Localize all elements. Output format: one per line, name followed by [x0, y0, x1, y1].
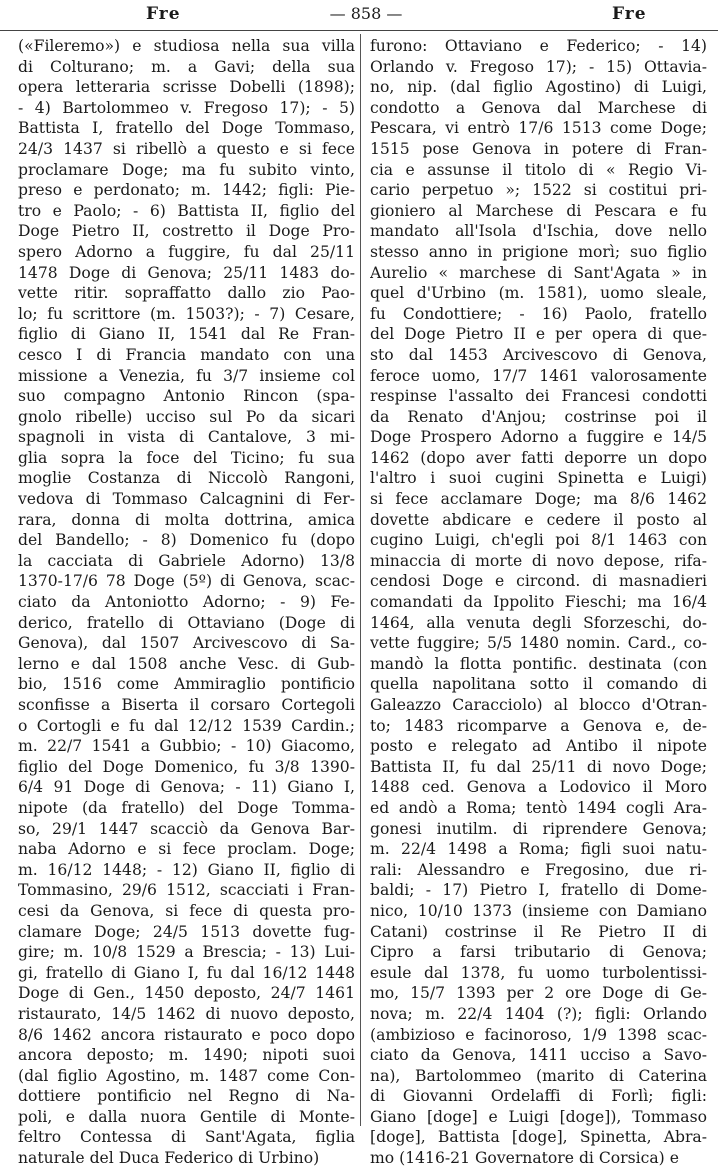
text-line: clamare Doge; 24/5 1513 dovette fug-	[18, 922, 355, 941]
text-line: m. 22/7 1541 a Gubbio; - 10) Giacomo,	[18, 737, 355, 756]
text-line: mo (1416-21 Governatore di Corsica) e	[370, 1149, 679, 1168]
text-line: (ambizioso e facinoroso, 1/9 1398 scac-	[370, 1025, 707, 1044]
text-line: figlio del Doge Domenico, fu 3/8 1390-	[18, 757, 355, 776]
text-line: rara, donna di molta dottrina, amica	[18, 510, 355, 529]
text-line: spero Adorno a fuggire, fu dal 25/11	[18, 242, 355, 261]
text-line: baldi; - 17) Pietro I, fratello di Dome-	[370, 881, 707, 900]
text-line: Catani) costrinse il Re Pietro II di	[370, 922, 707, 941]
text-line: 8/6 1462 ancora ristaurato e poco dopo	[18, 1025, 355, 1044]
text-line: [doge], Battista [doge], Spinetta, Abra-	[370, 1128, 707, 1147]
text-line: gonesi inutilm. di riprendere Genova;	[370, 819, 707, 838]
text-line: vedova di Tommaso Calcagnini di Fer-	[18, 490, 355, 509]
text-line: Doge di Gen., 1450 deposto, 24/7 1461	[18, 984, 355, 1003]
text-line: di Giovanni Ordelaffi di Forlì; figli:	[370, 1087, 707, 1106]
text-line: del Bandello; - 8) Domenico fu (dopo	[18, 531, 355, 550]
left-column	[18, 36, 355, 1169]
text-line: quel d'Urbino (m. 1581), uomo sleale,	[370, 284, 707, 303]
text-line: nova; m. 22/4 1404 (?); figli: Orlando	[370, 1004, 707, 1023]
text-line: ancora deposto; m. 1490; nipoti suoi	[18, 1046, 355, 1065]
column-divider	[360, 34, 361, 1126]
text-line: rali: Alessandro e Fregosino, due ri-	[370, 860, 707, 879]
text-line: missione a Venezia, fu 3/7 insieme col	[18, 366, 355, 385]
text-line: 6/4 91 Doge di Genova; - 11) Giano I,	[18, 778, 355, 797]
text-line: Giano [doge] e Luigi [doge]), Tommaso	[370, 1107, 707, 1126]
text-line: quella napolitana sotto il comando di	[370, 675, 707, 694]
text-line: dottiere pontificio nel Regno di Na-	[18, 1087, 355, 1106]
text-line: to; 1483 ricomparve a Genova e, de-	[370, 716, 707, 735]
text-line: bio, 1516 come Ammiraglio pontificio	[18, 675, 355, 694]
text-line: cia e assunse il titolo di « Regio Vi-	[370, 160, 707, 179]
text-line: nipote (da fratello) del Doge Tomma-	[18, 798, 355, 817]
page-header	[0, 0, 718, 31]
text-line: posto e relegato ad Antibo il nipote	[370, 737, 707, 756]
text-line: dovette abdicare e cedere il posto al	[370, 510, 707, 529]
text-line: minaccia di morte di novo depose, rifa-	[370, 551, 707, 570]
right-running-head: Fre	[612, 4, 647, 24]
text-line: naturale del Duca Federico di Urbino)	[18, 1149, 320, 1168]
text-line: 1464, alla venuta degli Sforzeschi, do-	[370, 613, 707, 632]
text-line: suo compagno Antonio Rincon (spa-	[18, 387, 355, 406]
text-line: cario perpetuo »; 1522 si costitui pri-	[370, 181, 707, 200]
text-line: di Colturano; m. a Gavi; della sua	[18, 57, 355, 76]
text-line: proclamare Doge; ma fu subito vinto,	[18, 160, 355, 179]
text-line: comandati da Ippolito Fieschi; ma 16/4	[370, 593, 707, 612]
text-line: tro e Paolo; - 6) Battista II, figlio del	[18, 201, 355, 220]
text-line: stesso anno in prigione morì; suo figlio	[370, 242, 707, 261]
text-line: vette ritir. sopraffatto dallo zio Pao-	[18, 284, 355, 303]
text-line: m. 16/12 1448; - 12) Giano II, figlio di	[18, 860, 355, 879]
text-line: derico, fratello di Ottaviano (Doge di	[18, 613, 355, 632]
text-line: la cacciata di Gabriele Adorno) 13/8	[18, 551, 355, 570]
text-line: lo; fu scrittore (m. 1503?); - 7) Cesare,	[18, 304, 355, 323]
text-line: condotto a Genova dal Marchese di	[370, 98, 707, 117]
text-line: - 4) Bartolommeo v. Fregoso 17); - 5)	[18, 98, 355, 117]
text-line: moglie Costanza di Niccolò Rangoni,	[18, 469, 355, 488]
text-line: feroce uomo, 17/7 1461 valorosamente	[370, 366, 707, 385]
text-line: sconfisse a Biserta il corsaro Cortegoli	[18, 696, 355, 714]
text-line: l'altro i suoi cugini Spinetta e Luigi)	[370, 469, 707, 488]
text-line: Genova), dal 1507 Arcivescovo di Sa-	[18, 634, 355, 653]
text-line: esule dal 1378, fu uomo turbolentissi-	[370, 963, 707, 982]
text-line: mo, 15/7 1393 per 2 ore Doge di Ge-	[370, 984, 707, 1003]
text-line: fu Condottiere; - 16) Paolo, fratello	[370, 304, 707, 323]
text-line: cesco I di Francia mandato con una	[18, 345, 355, 364]
text-line: Galeazzo Caracciolo) al blocco d'Otran-	[370, 696, 707, 714]
text-line: no, nip. (dal figlio Agostino) di Luigi,	[370, 78, 707, 97]
text-line: Aurelio « marchese di Sant'Agata » in	[370, 263, 707, 282]
text-line: ciato da Genova, 1411 ucciso a Savo-	[370, 1046, 707, 1065]
text-line: so, 29/1 1447 scacciò da Genova Bar-	[18, 819, 355, 838]
text-line: 1462 (dopo aver fatti deporre un dopo	[370, 448, 707, 467]
text-line: Orlando v. Fregoso 17); - 15) Ottavia-	[370, 57, 707, 76]
text-line: gioniero al Marchese di Pescara e fu	[370, 201, 707, 220]
text-line: glia sopra la foce del Ticino; fu sua	[18, 448, 355, 467]
text-line: Tommasino, 29/6 1512, scacciati i Fran-	[18, 881, 355, 900]
right-column	[370, 36, 707, 1169]
text-line: Battista II, fu dal 25/11 di novo Doge;	[370, 757, 707, 776]
text-line: Battista I, fratello del Doge Tommaso,	[18, 119, 355, 138]
text-line: gnolo ribelle) ucciso sul Po da sicari	[18, 407, 355, 426]
text-line: respinse l'assalto dei Francesi condotti	[370, 387, 707, 406]
text-line: 24/3 1437 si ribellò a questo e si fece	[18, 139, 355, 158]
text-line: mandò la flotta pontific. destinata (con	[370, 654, 707, 673]
text-line: furono: Ottaviano e Federico; - 14)	[370, 37, 707, 55]
text-line: cugino Luigi, ch'egli poi 8/1 1463 con	[370, 531, 707, 550]
text-line: gi, fratello di Giano I, fu dal 16/12 1448	[18, 963, 355, 982]
text-line: ed andò a Roma; tentò 1494 cogli Ara-	[370, 798, 707, 817]
text-line: na), Bartolommeo (marito di Caterina	[370, 1066, 707, 1085]
text-line: cesi da Genova, si fece di questa pro-	[18, 901, 355, 920]
text-line: feltro Contessa di Sant'Agata, figlia	[18, 1128, 355, 1147]
text-line: naba Adorno e si fece proclam. Doge;	[18, 840, 355, 859]
text-line: Pescara, vi entrò 17/6 1513 come Doge;	[370, 119, 707, 138]
text-line: ristaurato, 14/5 1462 di nuovo deposto,	[18, 1004, 355, 1023]
text-line: gire; m. 10/8 1529 a Brescia; - 13) Lui-	[18, 943, 355, 962]
text-line: m. 22/4 1498 a Roma; figli suoi natu-	[370, 840, 707, 859]
text-line: da Renato d'Anjou; costrinse poi il	[370, 407, 707, 426]
text-line: si fece acclamare Doge; ma 8/6 1462	[370, 490, 707, 509]
text-line: spagnoli in vista di Cantalove, 3 mi-	[18, 428, 355, 447]
text-line: 1515 pose Genova in potere di Fran-	[370, 139, 707, 158]
text-line: preso e perdonato; m. 1442; figli: Pie-	[18, 181, 355, 200]
left-running-head: Fre	[146, 4, 181, 24]
text-line: lerno e dal 1508 anche Vesc. di Gub-	[18, 654, 355, 673]
text-line: («Fileremo») e studiosa nella sua villa	[18, 37, 355, 55]
text-line: ciato da Antoniotto Adorno; - 9) Fe-	[18, 593, 355, 612]
text-line: nico, 10/10 1373 (insieme con Damiano	[370, 901, 707, 920]
text-line: 1478 Doge di Genova; 25/11 1483 do-	[18, 263, 355, 282]
text-line: cendosi Doge e circond. di masnadieri	[370, 572, 707, 591]
text-line: o Cortogli e fu dal 12/12 1539 Cardin.;	[18, 716, 355, 735]
text-line: 1370-17/6 78 Doge (5º) di Genova, scac-	[18, 572, 355, 591]
text-line: Cipro a farsi tributario di Genova;	[370, 943, 707, 962]
text-line: Doge Pietro II, costretto il Doge Pro-	[18, 222, 355, 241]
text-line: figlio di Giano II, 1541 dal Re Fran-	[18, 325, 355, 344]
text-line: vette fuggire; 5/5 1480 nomin. Card., co-	[370, 634, 707, 653]
text-line: 1488 ced. Genova a Lodovico il Moro	[370, 778, 707, 797]
text-line: poli, e dalla nuora Gentile di Monte-	[18, 1107, 355, 1126]
text-line: del Doge Pietro II e per opera di que-	[370, 325, 707, 344]
text-line: opera letteraria scrisse Dobelli (1898);	[18, 78, 355, 97]
text-line: sto dal 1453 Arcivescovo di Genova,	[370, 345, 707, 364]
text-line: mandato all'Isola d'Ischia, dove nello	[370, 222, 707, 241]
text-line: (dal figlio Agostino, m. 1487 come Con-	[18, 1066, 355, 1085]
text-line: Doge Prospero Adorno a fuggire e 14/5	[370, 428, 707, 447]
page-number: — 858 —	[329, 4, 403, 23]
